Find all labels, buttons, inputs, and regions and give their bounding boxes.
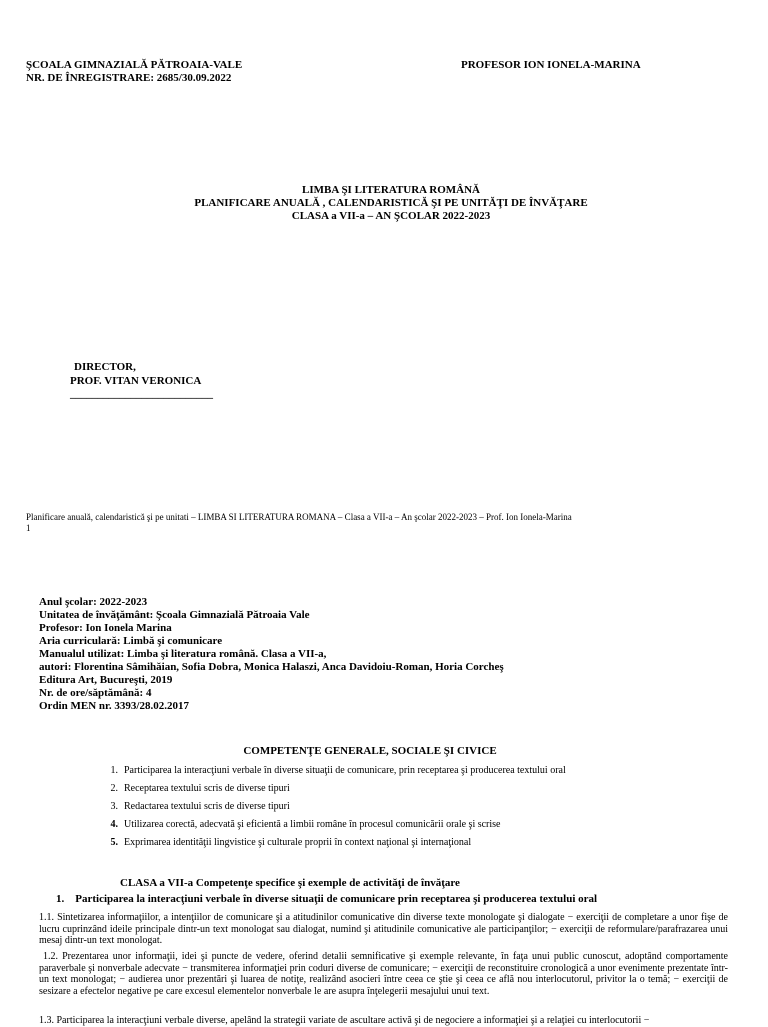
title-line-3: CLASA a VII-a – AN ŞCOLAR 2022-2023 (291, 210, 491, 222)
info-teacher: Profesor: Ion Ionela Marina (39, 622, 172, 634)
title-line-2: PLANIFICARE ANUALĂ , CALENDARISTICĂ ŞI PE UNITĂŢI DE ÎNVĂŢARE (194, 197, 588, 209)
info-school-year: Anul şcolar: 2022-2023 (39, 596, 148, 608)
specific-heading: CLASA a VII-a Competenţe specifice şi exemple de activităţi de învăţare (120, 877, 460, 889)
list-item: 5. Exprimarea identităţii lingvistice şi culturale proprii în context naţional şi internaţional (110, 837, 472, 848)
teacher-name: PROFESOR ION IONELA-MARINA (461, 59, 641, 71)
director-label: DIRECTOR, (74, 361, 136, 373)
list-item: 1. Participarea la interacţiuni verbale în diverse situaţii de comunicare, prin receptarea şi producerea textului oral (110, 765, 566, 776)
competencies-list (100, 765, 740, 855)
info-order: Ordin MEN nr. 3393/28.02.2017 (39, 700, 189, 712)
registration-number: NR. DE ÎNREGISTRARE: 2685/30.09.2022 (26, 72, 232, 84)
info-textbook: Manualul utilizat: Limba şi literatura română. Clasa a VII-a, (39, 648, 327, 660)
page-number: 1 (26, 523, 31, 533)
info-school-unit: Unitatea de învăţământ: Şcoala Gimnazială Pătroaia Vale (39, 609, 310, 621)
document-title (0, 184, 768, 223)
list-item: 3. Redactarea textului scris de diverse tipuri (110, 801, 290, 812)
info-curricular-area: Aria curriculară: Limbă şi comunicare (39, 635, 223, 647)
director-name: PROF. VITAN VERONICA (70, 375, 202, 387)
competencies-heading: COMPETENŢE GENERALE, SOCIALE ŞI CIVICE (243, 745, 497, 757)
school-name: ŞCOALA GIMNAZIALĂ PĂTROAIA-VALE (26, 59, 243, 71)
paragraph-1-2: 1.2. Prezentarea unor informaţii, idei şi puncte de vedere, oferind detalii semnificative şi exemple relevante, în faţa unui public cunoscut, adoptând comportamente paraverbale şi nonverbale adecvate − transmiterea informaţiei prin coduri diverse de comunicare; − exerciţii de reconstituire cronologică a unor evenimente prezentate într-un text monologat; − audierea unor prezentări şi luarea de notiţe, realizând asocieri între ceea ce ştie şi ceea ce află nou interlocutorul, privitor la o temă; − exerciţii de sesizare a efectelor negative pe care excesul elementelor nonverbale le are asupra înţelegerii mesajului unui text. (39, 951, 728, 997)
page-footer: Planificare anuală, calendaristică şi pe unitati – LIMBA SI LITERATURA ROMANA – Clasa a VII-a – An şcolar 2022-2023 – Prof. Ion Ionela-Marina (26, 512, 572, 522)
title-line-1: LIMBA ŞI LITERATURA ROMÂNĂ (302, 184, 480, 196)
list-item: 4. Utilizarea corectă, adecvată şi eficientă a limbii române în procesul comunicării orale şi scrise (110, 819, 501, 830)
signature-line: __________________________ (70, 388, 213, 400)
info-publisher: Editura Art, Bucureşti, 2019 (39, 674, 173, 686)
paragraph-1-3: 1.3. Participarea la interacţiuni verbale diverse, apelând la strategii variate de ascultare activă şi de negociere a informaţiei şi a relaţiei cu interlocutorii − (39, 1015, 650, 1026)
info-authors: autori: Florentina Sâmihăian, Sofia Dobra, Monica Halaszi, Anca Davidoiu-Roman, Horia Corcheş (39, 661, 504, 673)
info-block (39, 596, 504, 713)
paragraph-1-1: 1.1. Sintetizarea informaţiilor, a intenţiilor de comunicare şi a atitudinilor comunicative din diverse texte monologate şi dialogate − exerciţii de completare a unor fişe de lucru cuprinzând ideile principale dintr-un text monologat sau dialogat, numind şi atitudinile comunicative ale participanţilor; − exerciţii de reformulare/parafrazarea unui mesaj dintr-un text monologat. (39, 912, 728, 946)
list-item: 2. Receptarea textului scris de diverse tipuri (110, 783, 290, 794)
info-hours: Nr. de ore/săptămână: 4 (39, 687, 152, 699)
specific-subheading: 1. Participarea la interacţiuni verbale în diverse situaţii de comunicare prin receptarea şi producerea textului oral (56, 893, 598, 905)
